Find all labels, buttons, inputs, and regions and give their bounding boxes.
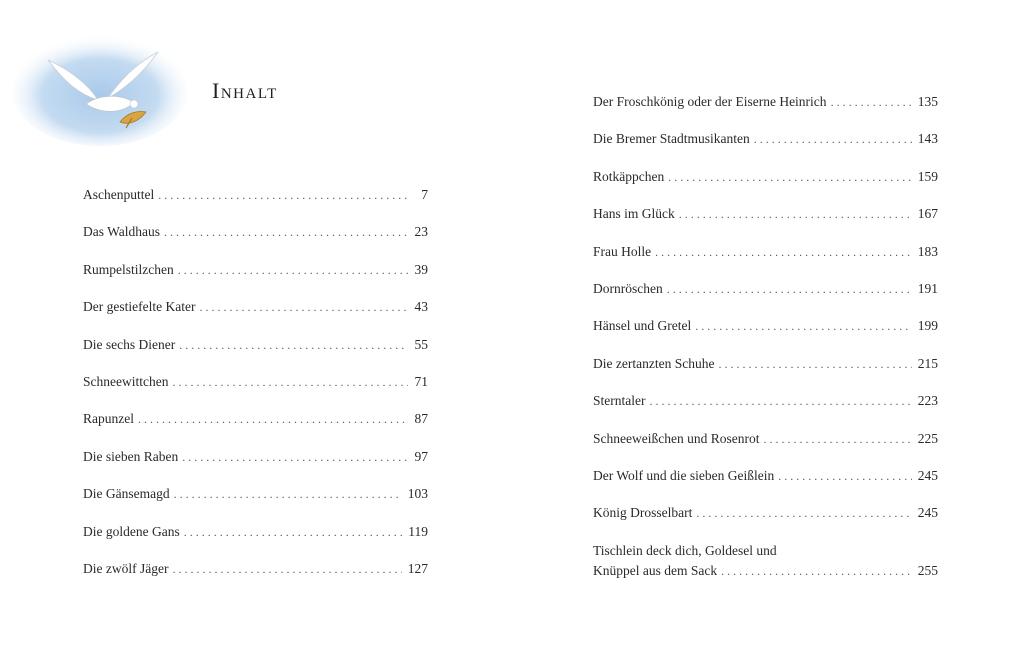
toc-entry-title: Frau Holle	[593, 243, 652, 259]
toc-entry-page: 87	[414, 411, 428, 427]
leader-dots	[179, 336, 408, 354]
toc-entry[interactable]	[593, 205, 938, 223]
toc-entry-page: 55	[414, 336, 428, 352]
toc-entry[interactable]	[593, 317, 938, 335]
toc-entry-page: 135	[917, 94, 938, 109]
toc-entry-title: Die sechs Diener	[83, 336, 176, 352]
toc-entry[interactable]	[83, 523, 428, 541]
leader-dots	[831, 93, 912, 111]
toc-entry-page: 245	[917, 505, 938, 521]
leader-dots	[178, 261, 408, 279]
toc-entry[interactable]	[593, 168, 938, 186]
toc-entry-title: Sterntaler	[593, 393, 646, 409]
toc-entry-page: 199	[917, 318, 938, 334]
toc-entry-title: Die goldene Gans	[83, 523, 180, 539]
toc-entry-page: 143	[917, 131, 938, 147]
toc-entry-line2	[593, 562, 938, 580]
toc-entry[interactable]	[593, 542, 938, 580]
toc-entry-title: Dornröschen	[593, 280, 663, 296]
leader-dots	[696, 504, 911, 522]
toc-entry-page: 97	[414, 448, 428, 464]
toc-entry-title: Rotkäppchen	[593, 168, 665, 184]
toc-entry[interactable]	[83, 410, 428, 428]
leader-dots	[164, 223, 408, 241]
toc-entry-page: 71	[414, 373, 428, 389]
toc-entry-title: Das Waldhaus	[83, 224, 161, 240]
toc-entry[interactable]	[83, 186, 428, 204]
toc-entry-page: 215	[917, 355, 938, 371]
toc-entry-title: Schneeweißchen und Rosenrot	[593, 430, 760, 446]
toc-entry-page: 183	[917, 243, 938, 259]
toc-entry-title: Die Bremer Stadtmusikanten	[593, 131, 750, 147]
toc-entry-title: Aschenputtel	[83, 187, 155, 202]
leader-dots	[184, 523, 403, 541]
dove-with-slipper-illustration	[8, 32, 188, 148]
toc-list-left	[83, 186, 428, 597]
toc-entry-page: 191	[917, 280, 938, 296]
leader-dots	[754, 130, 912, 148]
toc-entry[interactable]	[593, 280, 938, 298]
toc-entry[interactable]	[83, 261, 428, 279]
toc-entry[interactable]	[593, 130, 938, 148]
toc-entry[interactable]	[593, 93, 938, 111]
leader-dots	[721, 562, 912, 580]
toc-entry-page: 159	[917, 168, 938, 184]
leader-dots	[158, 186, 408, 204]
toc-entry-page: 103	[407, 486, 428, 502]
toc-entry-title: Der Froschkönig oder der Eiserne Heinrich	[593, 94, 827, 109]
toc-entry[interactable]	[593, 504, 938, 522]
toc-entry-title: Die Gänsemagd	[83, 486, 170, 502]
toc-entry-page: 127	[407, 560, 428, 576]
toc-entry-title: Schneewittchen	[83, 373, 169, 389]
toc-entry[interactable]	[593, 243, 938, 261]
toc-entry-page: 23	[414, 224, 428, 240]
leader-dots	[138, 410, 408, 428]
leader-dots	[182, 448, 408, 466]
toc-entry-title: König Drosselbart	[593, 505, 693, 521]
toc-entry-title: Die zwölf Jäger	[83, 560, 169, 576]
toc-entry-page: 245	[917, 467, 938, 483]
toc-entry-title: Hans im Glück	[593, 206, 675, 222]
toc-entry-title: Die sieben Raben	[83, 448, 179, 464]
leader-dots	[655, 243, 912, 261]
toc-entry[interactable]	[83, 298, 428, 316]
leader-dots	[649, 392, 911, 410]
toc-entry-title: Der gestiefelte Kater	[83, 299, 196, 315]
toc-entry-page: 167	[917, 206, 938, 222]
toc-entry-page: 223	[917, 393, 938, 409]
leader-dots	[172, 373, 408, 391]
leader-dots	[667, 280, 912, 298]
leader-dots	[695, 317, 912, 335]
toc-entry-title: Die zertanzten Schuhe	[593, 355, 715, 371]
toc-entry-title: Rumpelstilzchen	[83, 261, 174, 277]
leader-dots	[199, 298, 408, 316]
toc-list-right	[593, 93, 938, 599]
toc-entry[interactable]	[593, 355, 938, 373]
toc-entry[interactable]	[83, 373, 428, 391]
toc-entry-page: 225	[917, 430, 938, 446]
leader-dots	[778, 467, 912, 485]
toc-entry-title: Hänsel und Gretel	[593, 318, 692, 334]
toc-entry-title-line1: Tischlein deck dich, Goldesel und	[593, 542, 777, 558]
page-title: Inhalt	[212, 78, 278, 103]
toc-entry-title: Der Wolf und die sieben Geißlein	[593, 467, 775, 483]
toc-entry-title: Rapunzel	[83, 411, 134, 427]
leader-dots	[172, 560, 401, 578]
toc-entry-page: 119	[408, 523, 428, 539]
toc-entry[interactable]	[83, 336, 428, 354]
toc-entry[interactable]	[593, 430, 938, 448]
toc-entry[interactable]	[83, 448, 428, 466]
toc-entry-title-line2: Knüppel aus dem Sack	[593, 562, 718, 578]
leader-dots	[668, 168, 912, 186]
toc-entry-page: 255	[917, 562, 938, 578]
right-page	[510, 0, 1020, 664]
toc-entry-page: 7	[421, 187, 428, 202]
toc-entry-page: 43	[414, 299, 428, 315]
toc-entry[interactable]	[593, 392, 938, 410]
leader-dots	[763, 430, 911, 448]
leader-dots	[679, 205, 912, 223]
toc-entry-page: 39	[414, 261, 428, 277]
leader-dots	[174, 485, 402, 503]
toc-entry[interactable]	[83, 223, 428, 241]
leader-dots	[718, 355, 911, 373]
toc-entry[interactable]	[593, 467, 938, 485]
toc-entry[interactable]	[83, 560, 428, 578]
toc-entry[interactable]	[83, 485, 428, 503]
